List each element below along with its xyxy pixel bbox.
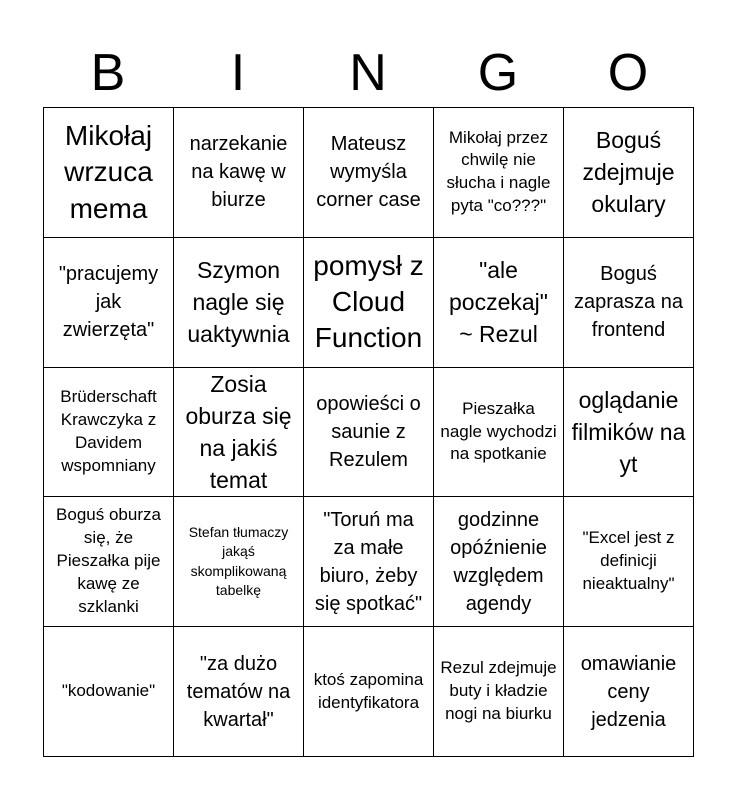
- bingo-cell[interactable]: [174, 238, 304, 368]
- cell-text: godzinne opóźnienie względem agendy: [450, 508, 547, 615]
- header-letter-i: I: [230, 44, 246, 102]
- bingo-cell[interactable]: [174, 368, 304, 498]
- cell-text: Brüderschaft Krawczyka z Davidem wspomniany: [60, 387, 157, 475]
- cell-text: Boguś oburza się, że Pieszałka pije kawę ze szklanki: [56, 505, 161, 617]
- bingo-cell[interactable]: [44, 497, 174, 627]
- cell-text: Zosia oburza się na jakiś temat: [185, 370, 292, 494]
- cell-text: "Excel jest z definicji nieaktualny": [582, 528, 675, 594]
- cell-text: "kodowanie": [61, 681, 156, 701]
- bingo-cell[interactable]: [304, 368, 434, 498]
- cell-text: oglądanie filmików na yt: [571, 386, 686, 478]
- cell-text: ktoś zapomina identyfikatora: [313, 669, 424, 712]
- header-letter-n: N: [349, 44, 387, 102]
- bingo-cell[interactable]: [44, 108, 174, 238]
- cell-text: "za dużo tematów na kwartał": [186, 652, 291, 731]
- cell-text: Stefan tłumaczy jakąś skomplikowaną tabelkę: [188, 523, 289, 599]
- cell-text: Rezul zdejmuje buty i kładzie nogi na biurku: [440, 658, 557, 724]
- cell-text: narzekanie na kawę w biurze: [189, 133, 288, 212]
- bingo-cell[interactable]: [304, 627, 434, 757]
- bingo-cell[interactable]: [174, 108, 304, 238]
- bingo-cell[interactable]: [304, 108, 434, 238]
- cell-text: "pracujemy jak zwierzęta": [58, 263, 159, 342]
- bingo-cell[interactable]: [434, 108, 564, 238]
- bingo-cell[interactable]: [434, 238, 564, 368]
- cell-text: Mikołaj przez chwilę nie słucha i nagle pyta "co???": [446, 127, 551, 216]
- cell-text: "ale poczekaj" ~ Rezul: [449, 256, 548, 348]
- bingo-cell[interactable]: [564, 108, 694, 238]
- bingo-cell[interactable]: [434, 368, 564, 498]
- header-letter-o: O: [607, 44, 649, 102]
- bingo-cell[interactable]: [564, 238, 694, 368]
- cell-text: opowieści o saunie z Rezulem: [316, 392, 421, 471]
- bingo-cell[interactable]: [44, 368, 174, 498]
- bingo-cell[interactable]: [564, 497, 694, 627]
- bingo-cell[interactable]: [44, 238, 174, 368]
- cell-text: Mikołaj wrzuca mema: [64, 119, 153, 224]
- bingo-header: [43, 38, 693, 108]
- bingo-cell[interactable]: [304, 238, 434, 368]
- cell-text: Szymon nagle się uaktywnia: [187, 256, 290, 348]
- cell-text: Boguś zaprasza na frontend: [574, 263, 683, 342]
- bingo-cell[interactable]: [174, 497, 304, 627]
- header-letter-b: B: [90, 44, 126, 102]
- cell-text: pomysł z Cloud Function: [313, 249, 424, 354]
- bingo-cell[interactable]: [564, 368, 694, 498]
- bingo-cell[interactable]: [174, 627, 304, 757]
- bingo-cell[interactable]: [434, 627, 564, 757]
- bingo-cell[interactable]: [564, 627, 694, 757]
- bingo-cell[interactable]: [304, 497, 434, 627]
- bingo-grid: [43, 107, 694, 757]
- cell-text: Pieszałka nagle wychodzi na spotkanie: [440, 398, 557, 464]
- bingo-cell[interactable]: [434, 497, 564, 627]
- cell-text: Mateusz wymyśla corner case: [316, 133, 421, 212]
- cell-text: "Toruń ma za małe biuro, żeby się spotkać": [314, 508, 423, 615]
- cell-text: Boguś zdejmuje okulary: [582, 127, 675, 218]
- header-letter-g: G: [477, 44, 519, 102]
- bingo-cell[interactable]: [44, 627, 174, 757]
- cell-text: omawianie ceny jedzenia: [580, 652, 677, 731]
